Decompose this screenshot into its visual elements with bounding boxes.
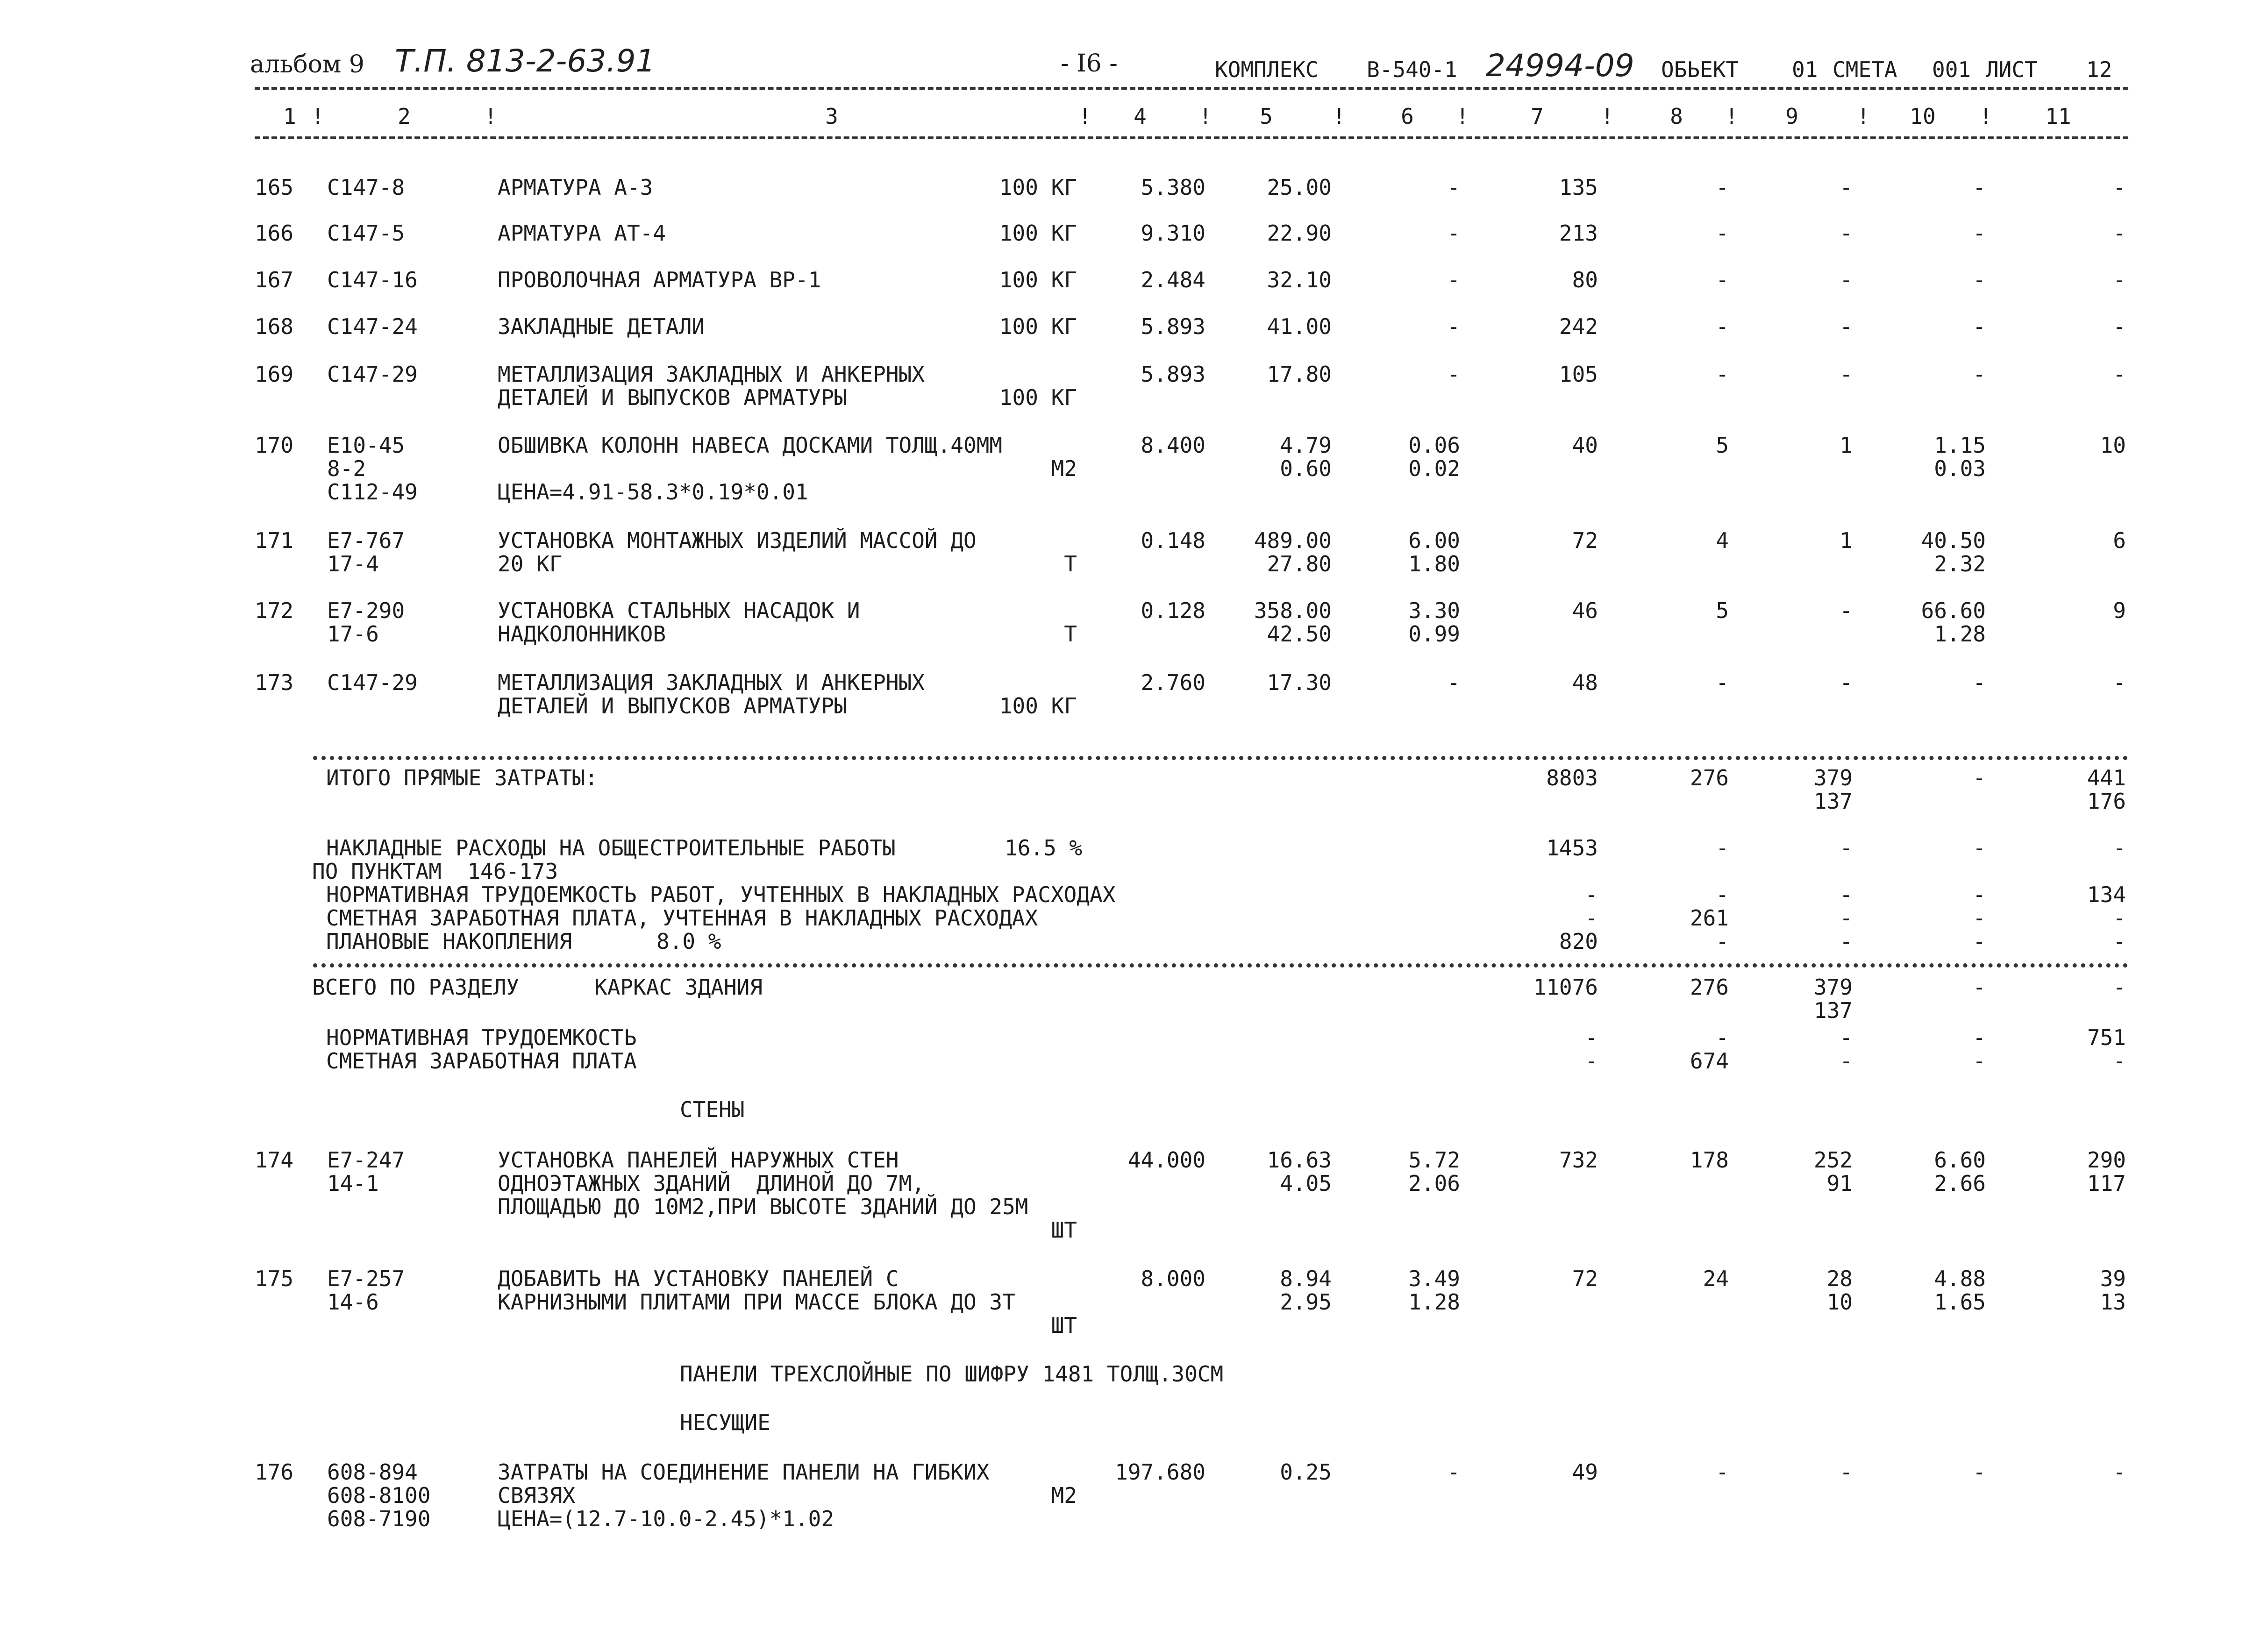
wage-value: - xyxy=(1447,1459,1460,1485)
unit: 100 КГ xyxy=(999,175,1077,200)
work-description: ПРОВОЛОЧНАЯ АРМАТУРА ВР-1 xyxy=(498,267,821,292)
row-number: 170 xyxy=(255,433,294,458)
quantity: 44.000 xyxy=(1127,1147,1205,1173)
col9-value: 91 xyxy=(1826,1171,1853,1196)
work-description: ОДНОЭТАЖНЫХ ЗДАНИЙ ДЛИНОЙ ДО 7М, xyxy=(498,1171,925,1196)
column-number: 5 xyxy=(1260,104,1273,129)
unit: М2 xyxy=(1051,1483,1077,1508)
norm-code: 608-8100 xyxy=(327,1483,431,1508)
wage-value: - xyxy=(1447,175,1460,200)
column-separator: ! xyxy=(1333,104,1346,129)
work-description: МЕТАЛЛИЗАЦИЯ ЗАКЛАДНЫХ И АНКЕРНЫХ xyxy=(498,362,925,387)
col10-value: 40.50 xyxy=(1921,528,1986,553)
unit: 100 КГ xyxy=(999,221,1077,246)
summary-col10: - xyxy=(1973,882,1986,907)
col10-value: 1.65 xyxy=(1934,1289,1986,1315)
summary-separator-1 xyxy=(313,756,2128,760)
summary-col8: - xyxy=(1716,1025,1729,1050)
wage-value: 1.80 xyxy=(1408,551,1460,576)
total-cost: 40 xyxy=(1572,433,1598,458)
quantity: 5.893 xyxy=(1141,362,1205,387)
col9-value: - xyxy=(1840,314,1853,339)
col10-value: 6.60 xyxy=(1934,1147,1986,1173)
wage-value: 3.30 xyxy=(1408,598,1460,623)
col9-value: 1 xyxy=(1840,433,1853,458)
col11-value: 10 xyxy=(2100,433,2126,458)
col10-value: 1.15 xyxy=(1934,433,1986,458)
summary-col8: - xyxy=(1716,882,1729,907)
total-cost: 135 xyxy=(1559,175,1598,200)
work-description: УСТАНОВКА СТАЛЬНЫХ НАСАДОК И xyxy=(498,598,860,623)
wage-value: 2.06 xyxy=(1408,1171,1460,1196)
col11-value: - xyxy=(2113,221,2126,246)
column-separator: ! xyxy=(484,104,497,129)
complex-number-handwritten: 24994-09 xyxy=(1486,48,1634,84)
wage-value: - xyxy=(1447,362,1460,387)
col11-value: - xyxy=(2113,175,2126,200)
header-rule-bottom xyxy=(255,136,2128,139)
column-number: 3 xyxy=(825,104,838,129)
wage-value: 1.28 xyxy=(1408,1289,1460,1315)
total-cost: 46 xyxy=(1572,598,1598,623)
col10-value: - xyxy=(1973,267,1986,292)
column-number: 11 xyxy=(2045,104,2071,129)
unit: Т xyxy=(1064,551,1077,576)
work-description: ЦЕНА=4.91-58.3*0.19*0.01 xyxy=(498,479,808,505)
row-number: 171 xyxy=(255,528,294,553)
row-number: 165 xyxy=(255,175,294,200)
col10-value: 0.03 xyxy=(1934,456,1986,481)
complex-code: В-540-1 xyxy=(1367,57,1457,82)
work-description: ДЕТАЛЕЙ И ВЫПУСКОВ АРМАТУРЫ xyxy=(498,385,847,410)
summary-col10: - xyxy=(1973,905,1986,931)
overhead-percent: 16.5 % xyxy=(1005,835,1083,861)
unit-price: 8.94 xyxy=(1280,1266,1332,1291)
sheet-number: 12 xyxy=(2086,57,2112,82)
subsection-title-2: НЕСУЩИЕ xyxy=(680,1410,770,1435)
wage-value: 3.49 xyxy=(1408,1266,1460,1291)
summary-col11: 441 xyxy=(2087,765,2126,790)
col11-value: - xyxy=(2113,362,2126,387)
complex-label: КОМПЛЕКС xyxy=(1215,57,1319,82)
summary-col7: - xyxy=(1585,905,1598,931)
wage-value: 6.00 xyxy=(1408,528,1460,553)
summary-separator-2 xyxy=(313,963,2128,968)
summary-col9: - xyxy=(1840,1025,1853,1050)
norm-code: Е7-290 xyxy=(327,598,405,623)
header-rule-top xyxy=(255,87,2128,90)
quantity: 2.484 xyxy=(1141,267,1205,292)
wage-value: - xyxy=(1447,314,1460,339)
wage-value: 0.02 xyxy=(1408,456,1460,481)
unit-price: 0.60 xyxy=(1280,456,1332,481)
quantity: 0.148 xyxy=(1141,528,1205,553)
col8-value: - xyxy=(1716,175,1729,200)
summary-col8: 674 xyxy=(1690,1048,1729,1074)
col10-value: - xyxy=(1973,175,1986,200)
work-description: СВЯЗЯХ xyxy=(498,1483,576,1508)
overhead-wage-label: СМЕТНАЯ ЗАРАБОТНАЯ ПЛАТА, УЧТЕННАЯ В НАКЛАДНЫХ РАСХОДАХ xyxy=(326,905,1038,931)
col8-value: 178 xyxy=(1690,1147,1729,1173)
quantity: 197.680 xyxy=(1115,1459,1205,1485)
column-separator: ! xyxy=(1601,104,1614,129)
items-range: ПО ПУНКТАМ 146-173 xyxy=(312,859,558,884)
col9-value: - xyxy=(1840,267,1853,292)
row-number: 174 xyxy=(255,1147,294,1173)
section-labor-label: НОРМАТИВНАЯ ТРУДОЕМКОСТЬ xyxy=(326,1025,637,1050)
work-description: ДОБАВИТЬ НА УСТАНОВКУ ПАНЕЛЕЙ С xyxy=(498,1266,899,1291)
column-separator: ! xyxy=(1979,104,1992,129)
col9-value: 28 xyxy=(1826,1266,1853,1291)
row-number: 168 xyxy=(255,314,294,339)
work-description: ДЕТАЛЕЙ И ВЫПУСКОВ АРМАТУРЫ xyxy=(498,693,847,719)
column-number: 4 xyxy=(1134,104,1147,129)
column-separator: ! xyxy=(1199,104,1212,129)
unit-price: 41.00 xyxy=(1267,314,1332,339)
summary-col10: - xyxy=(1973,1048,1986,1074)
col10-value: 66.60 xyxy=(1921,598,1986,623)
norm-code: Е7-247 xyxy=(327,1147,405,1173)
page-number: - I6 - xyxy=(1061,50,1118,78)
summary-col7: 820 xyxy=(1559,929,1598,954)
summary-col7: 1453 xyxy=(1546,835,1598,861)
unit: 100 КГ xyxy=(999,267,1077,292)
summary-col9: - xyxy=(1840,905,1853,931)
section-walls-title: СТЕНЫ xyxy=(680,1097,745,1122)
col8-value: - xyxy=(1716,670,1729,695)
norm-code: 608-894 xyxy=(327,1459,418,1485)
norm-code: Е10-45 xyxy=(327,433,405,458)
column-separator: ! xyxy=(311,104,324,129)
column-separator: ! xyxy=(1078,104,1091,129)
unit: 100 КГ xyxy=(999,385,1077,410)
unit-price: 32.10 xyxy=(1267,267,1332,292)
column-number: 6 xyxy=(1401,104,1414,129)
sheet-label: ЛИСТ xyxy=(1986,57,2038,82)
total-cost: 213 xyxy=(1559,221,1598,246)
unit-price: 358.00 xyxy=(1254,598,1332,623)
section-wage-label: СМЕТНАЯ ЗАРАБОТНАЯ ПЛАТА xyxy=(326,1048,637,1074)
smeta-number: 001 xyxy=(1932,57,1971,82)
unit-price: 25.00 xyxy=(1267,175,1332,200)
col10-value: - xyxy=(1973,362,1986,387)
col9-value: - xyxy=(1840,598,1853,623)
overhead-label: НАКЛАДНЫЕ РАСХОДЫ НА ОБЩЕСТРОИТЕЛЬНЫЕ РАБОТЫ xyxy=(326,835,896,861)
work-description: УСТАНОВКА МОНТАЖНЫХ ИЗДЕЛИЙ МАССОЙ ДО xyxy=(498,528,977,553)
summary-col11: - xyxy=(2113,835,2126,861)
work-description: ПЛОЩАДЬЮ ДО 10М2,ПРИ ВЫСОТЕ ЗДАНИЙ ДО 25М xyxy=(498,1194,1028,1219)
unit-price: 16.63 xyxy=(1267,1147,1332,1173)
col8-value: - xyxy=(1716,1459,1729,1485)
col8-value: 4 xyxy=(1716,528,1729,553)
col10-value: 2.66 xyxy=(1934,1171,1986,1196)
summary-col11: 176 xyxy=(2087,789,2126,814)
work-description: МЕТАЛЛИЗАЦИЯ ЗАКЛАДНЫХ И АНКЕРНЫХ xyxy=(498,670,925,695)
work-description: НАДКОЛОННИКОВ xyxy=(498,621,666,647)
summary-col7: - xyxy=(1585,1048,1598,1074)
summary-col9: - xyxy=(1840,929,1853,954)
col11-value: 290 xyxy=(2087,1147,2126,1173)
quantity: 5.893 xyxy=(1141,314,1205,339)
subsection-title: ПАНЕЛИ ТРЕХСЛОЙНЫЕ ПО ШИФРУ 1481 ТОЛЩ.30СМ xyxy=(680,1361,1224,1387)
column-separator: ! xyxy=(1456,104,1469,129)
col10-value: - xyxy=(1973,314,1986,339)
unit: ШТ xyxy=(1051,1217,1077,1243)
col10-value: - xyxy=(1973,221,1986,246)
col9-value: - xyxy=(1840,1459,1853,1485)
summary-col11: - xyxy=(2113,975,2126,1000)
summary-col7: 8803 xyxy=(1546,765,1598,790)
tp-handwritten: Т.П. 813-2-63.91 xyxy=(395,43,656,79)
wage-value: 5.72 xyxy=(1408,1147,1460,1173)
work-description: 20 КГ xyxy=(498,551,563,576)
row-number: 166 xyxy=(255,221,294,246)
quantity: 5.380 xyxy=(1141,175,1205,200)
col9-value: - xyxy=(1840,362,1853,387)
summary-col10: - xyxy=(1973,975,1986,1000)
summary-col7: 11076 xyxy=(1533,975,1598,1000)
album-label: альбом 9 xyxy=(250,50,365,78)
col9-value: - xyxy=(1840,175,1853,200)
summary-col9: 379 xyxy=(1813,975,1853,1000)
summary-col7: - xyxy=(1585,882,1598,907)
summary-col11: 751 xyxy=(2087,1025,2126,1050)
wage-value: - xyxy=(1447,221,1460,246)
total-cost: 72 xyxy=(1572,528,1598,553)
wage-value: 0.06 xyxy=(1408,433,1460,458)
quantity: 9.310 xyxy=(1141,221,1205,246)
planned-profit-percent: 8.0 % xyxy=(656,929,721,954)
summary-col9: - xyxy=(1840,1048,1853,1074)
col11-value: - xyxy=(2113,314,2126,339)
col9-value: 10 xyxy=(1826,1289,1853,1315)
summary-col8: - xyxy=(1716,835,1729,861)
column-number: 10 xyxy=(1910,104,1936,129)
summary-col8: 276 xyxy=(1690,765,1729,790)
summary-col9: 137 xyxy=(1813,998,1853,1023)
unit-price: 4.05 xyxy=(1280,1171,1332,1196)
quantity: 8.000 xyxy=(1141,1266,1205,1291)
col11-value: 9 xyxy=(2113,598,2126,623)
unit-price: 2.95 xyxy=(1280,1289,1332,1315)
col8-value: 5 xyxy=(1716,433,1729,458)
norm-code: Е7-767 xyxy=(327,528,405,553)
norm-code: 14-6 xyxy=(327,1289,379,1315)
col8-value: - xyxy=(1716,221,1729,246)
unit: Т xyxy=(1064,621,1077,647)
norm-code: 14-1 xyxy=(327,1171,379,1196)
summary-col10: - xyxy=(1973,835,1986,861)
col10-value: 1.28 xyxy=(1934,621,1986,647)
wage-value: - xyxy=(1447,670,1460,695)
column-number: 9 xyxy=(1785,104,1798,129)
column-number: 2 xyxy=(398,104,411,129)
unit: 100 КГ xyxy=(999,693,1077,719)
unit-price: 17.30 xyxy=(1267,670,1332,695)
summary-col9: 137 xyxy=(1813,789,1853,814)
column-number: 7 xyxy=(1531,104,1544,129)
total-cost: 732 xyxy=(1559,1147,1598,1173)
summary-col8: 276 xyxy=(1690,975,1729,1000)
work-description: АРМАТУРА А-3 xyxy=(498,175,653,200)
summary-col10: - xyxy=(1973,929,1986,954)
col11-value: - xyxy=(2113,1459,2126,1485)
col8-value: - xyxy=(1716,362,1729,387)
planned-profit-label: ПЛАНОВЫЕ НАКОПЛЕНИЯ xyxy=(326,929,572,954)
summary-col9: 379 xyxy=(1813,765,1853,790)
norm-code: С147-29 xyxy=(327,362,418,387)
row-number: 172 xyxy=(255,598,294,623)
summary-col10: - xyxy=(1973,765,1986,790)
summary-col11: - xyxy=(2113,929,2126,954)
unit: М2 xyxy=(1051,456,1077,481)
work-description: ЗАКЛАДНЫЕ ДЕТАЛИ xyxy=(498,314,705,339)
summary-col8: 261 xyxy=(1690,905,1729,931)
section-total-label: ВСЕГО ПО РАЗДЕЛУ xyxy=(312,975,520,1000)
object-number: 01 xyxy=(1792,57,1818,82)
summary-col9: - xyxy=(1840,835,1853,861)
summary-col9: - xyxy=(1840,882,1853,907)
col9-value: - xyxy=(1840,670,1853,695)
col11-value: - xyxy=(2113,267,2126,292)
col9-value: - xyxy=(1840,221,1853,246)
unit-price: 27.80 xyxy=(1267,551,1332,576)
norm-code: Е7-257 xyxy=(327,1266,405,1291)
overhead-labor-label: НОРМАТИВНАЯ ТРУДОЕМКОСТЬ РАБОТ, УЧТЕННЫХ В НАКЛАДНЫХ РАСХОДАХ xyxy=(326,882,1116,907)
direct-costs-label: ИТОГО ПРЯМЫЕ ЗАТРАТЫ: xyxy=(326,765,598,790)
row-number: 173 xyxy=(255,670,294,695)
column-separator: ! xyxy=(1857,104,1870,129)
col8-value: - xyxy=(1716,267,1729,292)
col8-value: 24 xyxy=(1703,1266,1729,1291)
row-number: 176 xyxy=(255,1459,294,1485)
col11-value: - xyxy=(2113,670,2126,695)
work-description: УСТАНОВКА ПАНЕЛЕЙ НАРУЖНЫХ СТЕН xyxy=(498,1147,899,1173)
row-number: 175 xyxy=(255,1266,294,1291)
summary-col11: - xyxy=(2113,905,2126,931)
total-cost: 72 xyxy=(1572,1266,1598,1291)
col10-value: 2.32 xyxy=(1934,551,1986,576)
col11-value: 39 xyxy=(2100,1266,2126,1291)
norm-code: С112-49 xyxy=(327,479,418,505)
col9-value: 1 xyxy=(1840,528,1853,553)
quantity: 8.400 xyxy=(1141,433,1205,458)
col8-value: - xyxy=(1716,314,1729,339)
col11-value: 117 xyxy=(2087,1171,2126,1196)
work-description: ОБШИВКА КОЛОНН НАВЕСА ДОСКАМИ ТОЛЩ.40ММ xyxy=(498,433,1003,458)
unit-price: 22.90 xyxy=(1267,221,1332,246)
quantity: 0.128 xyxy=(1141,598,1205,623)
summary-col11: - xyxy=(2113,1048,2126,1074)
summary-col11: 134 xyxy=(2087,882,2126,907)
norm-code: 8-2 xyxy=(327,456,366,481)
unit: 100 КГ xyxy=(999,314,1077,339)
unit-price: 4.79 xyxy=(1280,433,1332,458)
norm-code: С147-29 xyxy=(327,670,418,695)
quantity: 2.760 xyxy=(1141,670,1205,695)
summary-col10: - xyxy=(1973,1025,1986,1050)
norm-code: С147-8 xyxy=(327,175,405,200)
col8-value: 5 xyxy=(1716,598,1729,623)
col10-value: - xyxy=(1973,1459,1986,1485)
wage-value: - xyxy=(1447,267,1460,292)
unit-price: 489.00 xyxy=(1254,528,1332,553)
work-description: ЦЕНА=(12.7-10.0-2.45)*1.02 xyxy=(498,1506,834,1531)
total-cost: 80 xyxy=(1572,267,1598,292)
unit-price: 42.50 xyxy=(1267,621,1332,647)
column-separator: ! xyxy=(1725,104,1738,129)
total-cost: 48 xyxy=(1572,670,1598,695)
col10-value: - xyxy=(1973,670,1986,695)
work-description: ЗАТРАТЫ НА СОЕДИНЕНИЕ ПАНЕЛИ НА ГИБКИХ xyxy=(498,1459,990,1485)
wage-value: 0.99 xyxy=(1408,621,1460,647)
col11-value: 6 xyxy=(2113,528,2126,553)
unit-price: 17.80 xyxy=(1267,362,1332,387)
col11-value: 13 xyxy=(2100,1289,2126,1315)
unit-price: 0.25 xyxy=(1280,1459,1332,1485)
total-cost: 49 xyxy=(1572,1459,1598,1485)
norm-code: С147-16 xyxy=(327,267,418,292)
object-label: ОБЬЕКТ xyxy=(1661,57,1739,82)
total-cost: 242 xyxy=(1559,314,1598,339)
unit: ШТ xyxy=(1051,1313,1077,1338)
norm-code: 608-7190 xyxy=(327,1506,431,1531)
total-cost: 105 xyxy=(1559,362,1598,387)
norm-code: С147-5 xyxy=(327,221,405,246)
column-number: 1 xyxy=(283,104,296,129)
col9-value: 252 xyxy=(1813,1147,1853,1173)
row-number: 169 xyxy=(255,362,294,387)
column-number: 8 xyxy=(1670,104,1683,129)
row-number: 167 xyxy=(255,267,294,292)
smeta-label: СМЕТА xyxy=(1833,57,1897,82)
norm-code: С147-24 xyxy=(327,314,418,339)
summary-col8: - xyxy=(1716,929,1729,954)
norm-code: 17-4 xyxy=(327,551,379,576)
section-total-name: КАРКАС ЗДАНИЯ xyxy=(594,975,763,1000)
summary-col7: - xyxy=(1585,1025,1598,1050)
work-description: АРМАТУРА АТ-4 xyxy=(498,221,666,246)
work-description: КАРНИЗНЫМИ ПЛИТАМИ ПРИ МАССЕ БЛОКА ДО 3Т xyxy=(498,1289,1015,1315)
norm-code: 17-6 xyxy=(327,621,379,647)
col10-value: 4.88 xyxy=(1934,1266,1986,1291)
